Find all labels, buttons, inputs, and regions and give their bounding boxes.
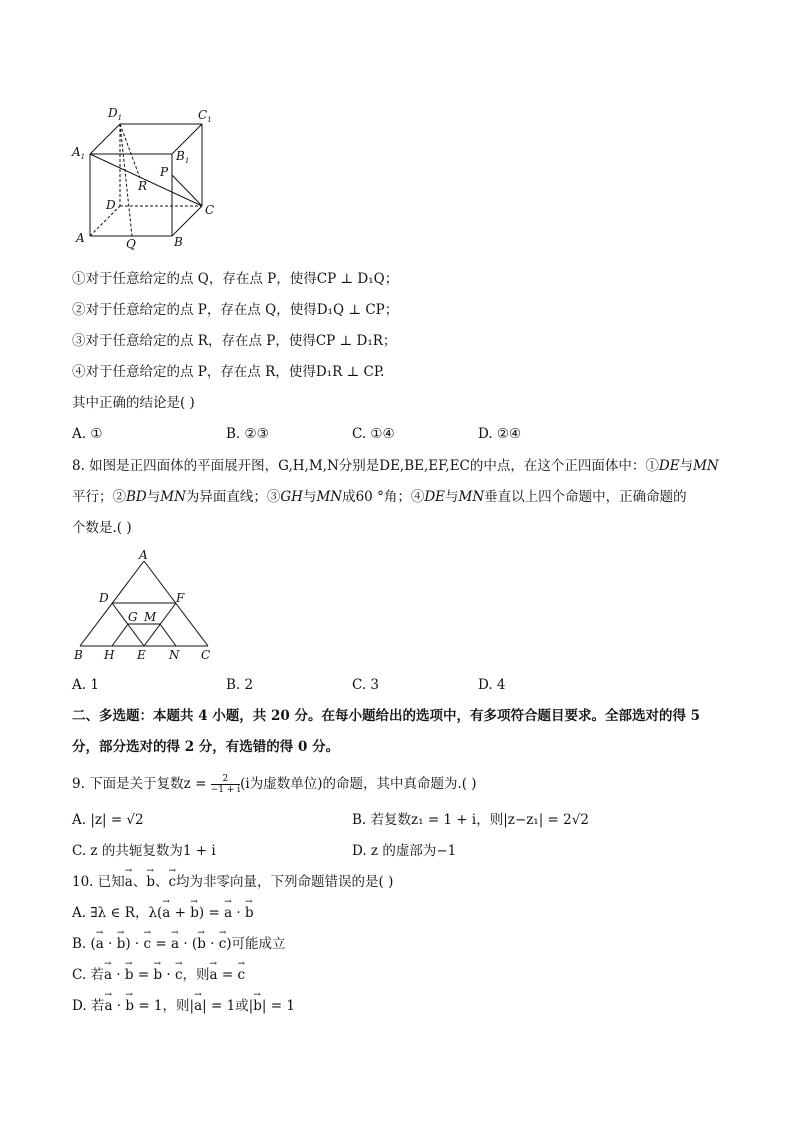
label-A1: $A_1$ — [72, 145, 86, 161]
q8-mn-2: MN — [160, 489, 186, 505]
tetrahedron-net-figure — [70, 546, 230, 666]
q8-bd: BD — [126, 489, 147, 505]
q10-c-dot-1: · — [112, 967, 125, 983]
tri-label-A: A — [139, 548, 148, 562]
q8-text-skew: 为异面直线；③ — [185, 489, 281, 505]
q7-statement-2: ②对于任意给定的点 P，存在点 Q，使得D₁Q ⊥ CP； — [72, 302, 399, 318]
q8-stem-line-3: 个数是.( ) — [72, 520, 132, 536]
q10-b-text-1: B. ( — [72, 936, 96, 952]
tri-label-H: H — [104, 648, 115, 662]
label-Q: Q — [126, 237, 136, 251]
q8-option-c: C. 3 — [352, 677, 380, 693]
q9-option-a: A. |z| = √2 — [72, 812, 144, 828]
tri-label-B: B — [74, 648, 83, 662]
q10-c-vec-c: → c — [175, 966, 183, 984]
q8-text-perp: 垂直以上四个命题中，正确命题的 — [484, 489, 687, 505]
q10-d-text-2: = 1，则| — [134, 998, 195, 1014]
q8-de-2: DE — [424, 489, 446, 505]
tri-label-G: G — [128, 610, 138, 624]
q10-c-vec-a-2: → a — [210, 966, 218, 984]
q8-stem-line-2 — [72, 488, 687, 506]
q10-option-b — [72, 935, 286, 953]
q10-a-vec-b: → b — [190, 904, 199, 922]
q8-mn: MN — [693, 458, 719, 474]
q10-b-eq: = — [151, 936, 171, 952]
label-B1: $B_1$ — [176, 149, 190, 165]
q10-b-dot-1: · — [103, 936, 117, 952]
q10-b-vec-a: → a — [96, 935, 104, 953]
q10-stem — [72, 873, 393, 891]
q9-stem-text-a: 9. 下面是关于复数z = — [72, 776, 207, 792]
q10-a-plus: + — [170, 905, 191, 921]
q7-option-b: B. ②③ — [226, 426, 269, 442]
q8-option-d: D. 4 — [478, 677, 506, 693]
q10-c-vec-a: → a — [104, 966, 112, 984]
q8-text-parallel: 平行；② — [72, 489, 126, 505]
q10-c-text-1: C. 若 — [72, 967, 104, 983]
q7-option-c: C. ①④ — [352, 426, 395, 442]
vector-a: → a — [125, 873, 133, 891]
label-D1: $D_1$ — [108, 106, 123, 122]
q10-b-text-3: · ( — [179, 936, 198, 952]
q10-b-text-4: )可能成立 — [226, 936, 286, 952]
tri-label-E: E — [137, 648, 146, 662]
q10-d-text-1: D. 若 — [72, 998, 105, 1014]
q9-option-b: B. 若复数z₁ = 1 + i，则|z−z₁| = 2√2 — [352, 812, 589, 828]
q8-mn-3: MN — [316, 489, 343, 505]
q9-fraction — [211, 774, 240, 795]
q10-c-dot-2: · — [162, 967, 175, 983]
q9-option-c: C. z 的共轭复数为1 + i — [72, 843, 216, 859]
q10-sep-2: 、 — [154, 874, 169, 890]
cube-figure — [70, 105, 230, 255]
q7-option-a: A. ① — [72, 426, 103, 442]
q10-b-text-2: ) · — [125, 936, 144, 952]
q10-option-a — [72, 904, 254, 922]
q10-stem-text-b: 均为非零向量，下列命题错误的是( ) — [176, 874, 394, 890]
q10-d-vec-b: → b — [125, 997, 134, 1015]
q10-d-vec-b-2: → b — [253, 997, 262, 1015]
q8-yu: 与 — [679, 458, 694, 474]
vector-b: → b — [146, 873, 155, 891]
tri-label-D: D — [99, 591, 109, 605]
q10-c-vec-b-2: → b — [153, 966, 162, 984]
q10-stem-text-a: 10. 已知 — [72, 874, 125, 890]
label-C1: $C_1$ — [198, 108, 212, 124]
label-B: B — [174, 235, 183, 249]
q8-de: DE — [658, 458, 680, 474]
q10-d-text-4: | = 1 — [261, 998, 295, 1014]
q10-c-eq: = — [133, 967, 154, 983]
q9-stem-text-b: (i为虚数单位)的命题，其中真命题为.( ) — [240, 776, 477, 792]
q10-c-vec-b: → b — [125, 966, 134, 984]
q8-yu-3: 与 — [302, 489, 317, 505]
q10-a-text-2: ) = — [198, 905, 225, 921]
q7-statement-1: ①对于任意给定的点 Q，存在点 P，使得CP ⊥ D₁Q； — [72, 271, 399, 287]
q10-d-text-3: | = 1或| — [202, 998, 254, 1014]
q10-c-vec-c-2: → c — [238, 966, 246, 984]
label-P: P — [160, 165, 169, 179]
q10-b-vec-a-2: → a — [171, 935, 179, 953]
q9-stem — [72, 774, 477, 795]
q10-option-c — [72, 966, 245, 984]
q10-b-vec-c: → c — [144, 935, 152, 953]
tri-label-N: N — [169, 648, 180, 662]
q8-mn-4: MN — [458, 489, 485, 505]
tri-label-C: C — [201, 648, 211, 662]
q10-c-text-2: ，则 — [182, 967, 210, 983]
section-2-header-line-1: 二、多选题：本题共 4 小题，共 20 分。在每小题给出的选项中，有多项符合题目要求。全部选对的得 5 — [72, 708, 701, 724]
q8-yu-2: 与 — [146, 489, 161, 505]
q8-option-a: A. 1 — [72, 677, 99, 693]
q10-b-dot-2: · — [205, 936, 219, 952]
q10-d-dot: · — [112, 998, 126, 1014]
q7-option-d: D. ②④ — [478, 426, 522, 442]
label-D: D — [106, 198, 116, 212]
q7-question: 其中正确的结论是( ) — [72, 395, 195, 411]
tri-label-F: F — [176, 591, 185, 605]
label-R: R — [138, 179, 148, 193]
q10-a-vec-a-2: → a — [224, 904, 232, 922]
q8-gh: GH — [280, 489, 303, 505]
q8-text-angle: 成60 °角；④ — [342, 489, 425, 505]
q7-statement-3: ③对于任意给定的点 R，存在点 P，使得CP ⊥ D₁R； — [72, 333, 397, 349]
q8-stem-text-1: 8. 如图是正四面体的平面展开图，G,H,M,N分别是DE,BE,EF,EC的中点，在这个正四面体中：① — [72, 458, 659, 474]
label-A: A — [76, 231, 85, 245]
q8-option-b: B. 2 — [226, 677, 254, 693]
q8-stem-line-1 — [72, 457, 719, 475]
vector-c: → c — [168, 873, 176, 891]
q10-a-dot: · — [232, 905, 246, 921]
q10-option-d — [72, 997, 295, 1015]
label-C: C — [205, 203, 215, 217]
q9-fraction-numerator: 2 — [211, 774, 240, 785]
q10-c-eq-2: = — [217, 967, 238, 983]
q10-b-vec-b-2: → b — [197, 935, 206, 953]
q7-statement-4: ④对于任意给定的点 P，存在点 R，使得D₁R ⊥ CP. — [72, 364, 385, 380]
q10-sep-1: 、 — [132, 874, 147, 890]
q10-a-text-1: A. ∃λ ∈ R，λ( — [72, 905, 163, 921]
q10-d-vec-a-2: → a — [194, 997, 202, 1015]
q10-b-vec-b: → b — [117, 935, 126, 953]
q10-d-vec-a: → a — [104, 997, 112, 1015]
section-2-header-line-2: 分，部分选对的得 2 分，有选错的得 0 分。 — [72, 739, 340, 755]
q10-b-vec-c-2: → c — [219, 935, 227, 953]
q10-a-vec-a: → a — [162, 904, 170, 922]
q8-yu-4: 与 — [445, 489, 459, 505]
q10-a-vec-b-2: → b — [245, 904, 254, 922]
q9-option-d: D. z 的虚部为−1 — [352, 843, 457, 859]
tri-label-M: M — [144, 610, 157, 624]
q9-fraction-denominator: −1 + i — [210, 785, 241, 795]
